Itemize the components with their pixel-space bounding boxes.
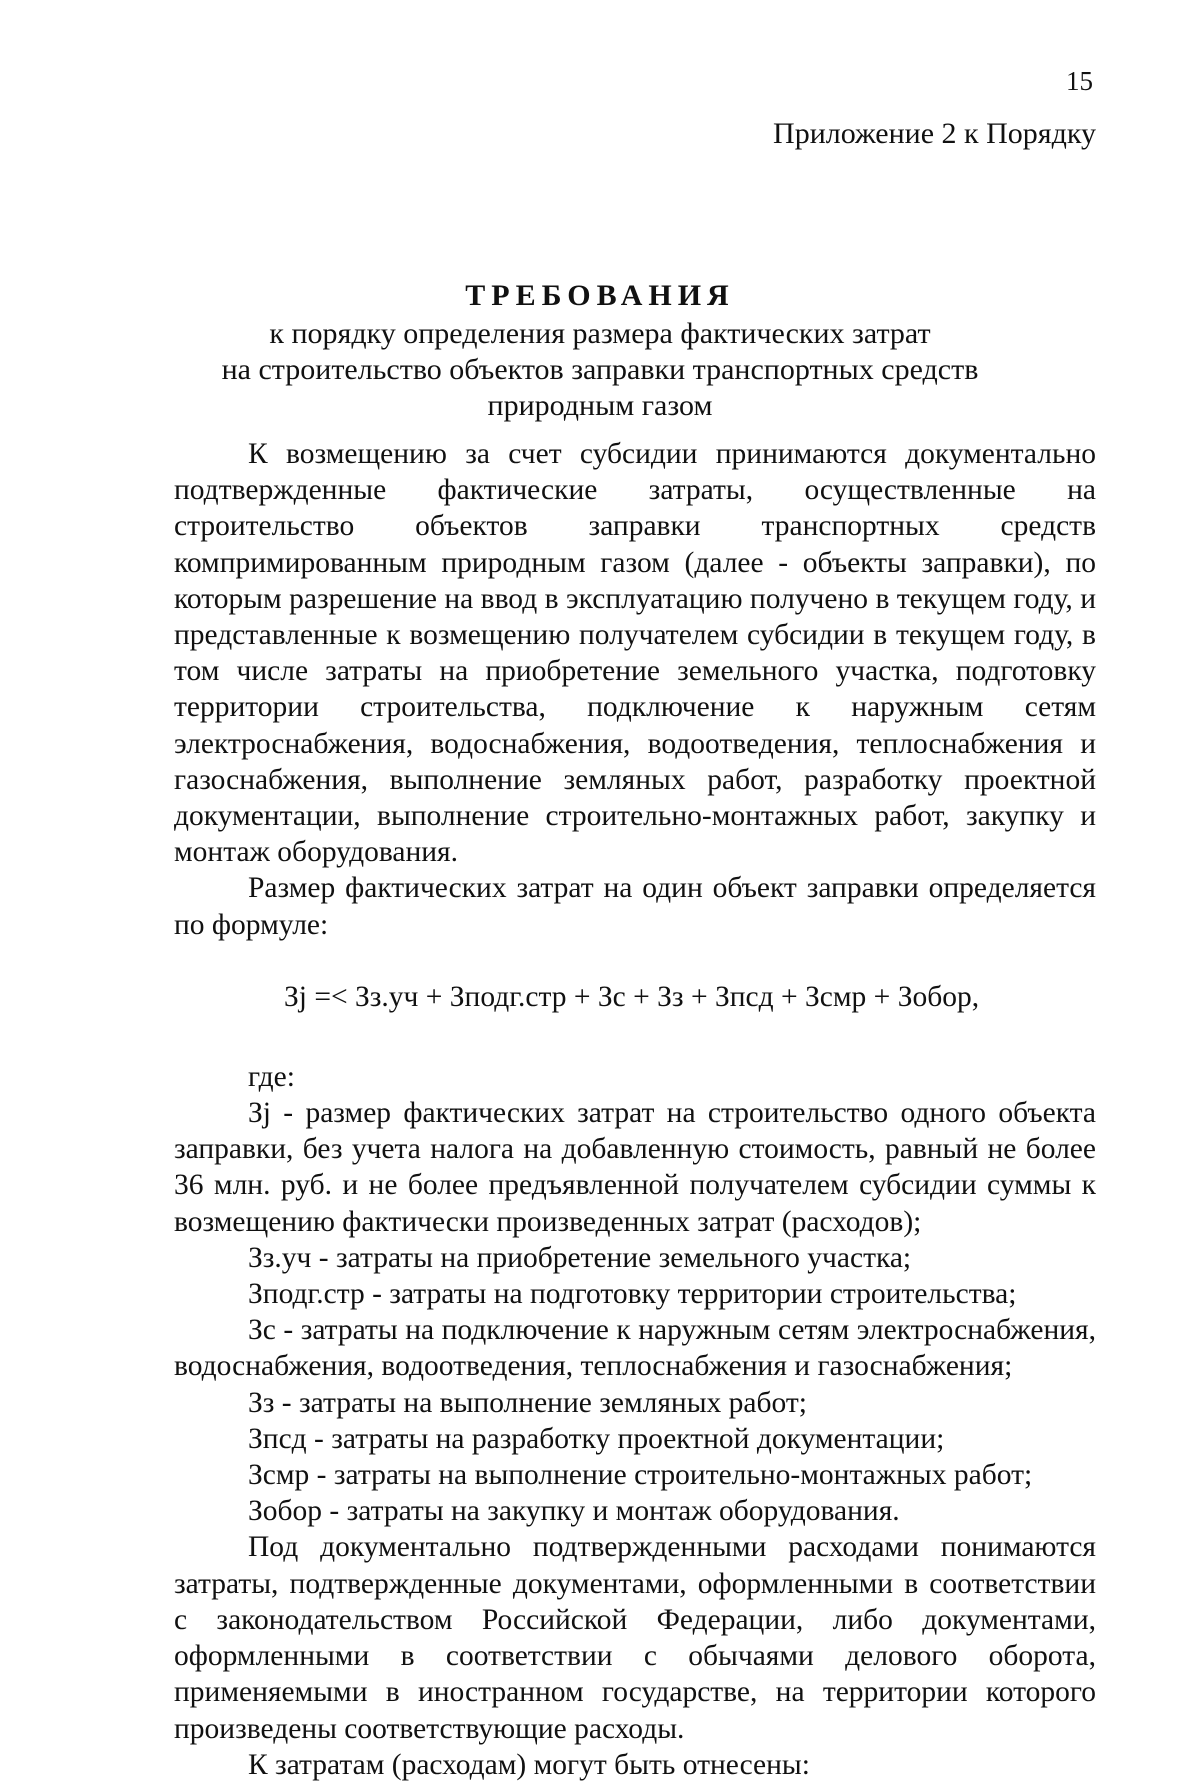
- cost-formula: Зj =< Зз.уч + Зподг.стр + Зс + Зз + Зпсд + Зсмр + Зобор,: [284, 980, 980, 1013]
- paragraph-formula-intro: Размер фактических затрат на один объект заправки определяется по формуле:: [174, 872, 1096, 941]
- appendix-label: Приложение 2 к Порядку: [773, 117, 1096, 150]
- definition-zj: Зj - размер фактических затрат на строительство одного объекта заправки, без учета налога на добавленную стоимость, равный не более 36 млн. руб. и не более предъявленной получателем субсидии суммы к возмещению фактически произведенных затрат (расходов);: [174, 1097, 1096, 1238]
- paragraph-expenses-list-intro: К затратам (расходам) могут быть отнесены:: [248, 1748, 810, 1781]
- subtitle-line-1: к порядку определения размера фактических затрат: [269, 317, 931, 350]
- definition-zpodg-str: Зподг.стр - затраты на подготовку территории строительства;: [248, 1278, 1017, 1311]
- subtitle-line-3: природным газом: [487, 389, 713, 422]
- paragraph-documented-expenses: Под документально подтвержденными расходами понимаются затраты, подтвержденные документами, оформленными в соответствии с законодательством Российской Федерации, либо документами, оформленными в соответствии с обычаями делового оборота, применяемыми в иностранном государстве, на территории которого произведены соответствующие расходы.: [174, 1531, 1096, 1745]
- document-body: [174, 436, 1096, 1783]
- document-title: ТРЕБОВАНИЯ: [465, 279, 735, 312]
- definition-zs: Зс - затраты на подключение к наружным сетям электроснабжения, водоснабжения, водоотведения, теплоснабжения и газоснабжения;: [174, 1314, 1096, 1383]
- title-block: [0, 276, 1200, 424]
- page-number: 15: [1066, 66, 1093, 96]
- definition-zpsd: Зпсд - затраты на разработку проектной документации;: [248, 1422, 945, 1455]
- definition-zz: Зз - затраты на выполнение земляных работ;: [248, 1386, 807, 1419]
- paragraph-reimbursement: К возмещению за счет субсидии принимаются документально подтвержденные фактические затраты, осуществленные на строительство объектов заправки транспортных средств компримированным природным газом (далее - объекты заправки), по которым разрешение на ввод в эксплуатацию получено в текущем году, и представленные к возмещению получателем субсидии в текущем году, в том числе затраты на приобретение земельного участка, подготовку территории строительства, подключение к наружным сетям электроснабжения, водоснабжения, водоотведения, теплоснабжения и газоснабжения, выполнение земляных работ, разработку проектной документации, выполнение строительно-монтажных работ, закупку и монтаж оборудования.: [174, 438, 1096, 869]
- definition-zsmr: Зсмр - затраты на выполнение строительно-монтажных работ;: [248, 1459, 1033, 1492]
- definition-zz-uch: Зз.уч - затраты на приобретение земельного участка;: [248, 1241, 912, 1274]
- where-label: где:: [248, 1060, 295, 1093]
- definition-zobor: Зобор - затраты на закупку и монтаж оборудования.: [248, 1495, 900, 1528]
- subtitle-line-2: на строительство объектов заправки транспортных средств: [221, 353, 979, 386]
